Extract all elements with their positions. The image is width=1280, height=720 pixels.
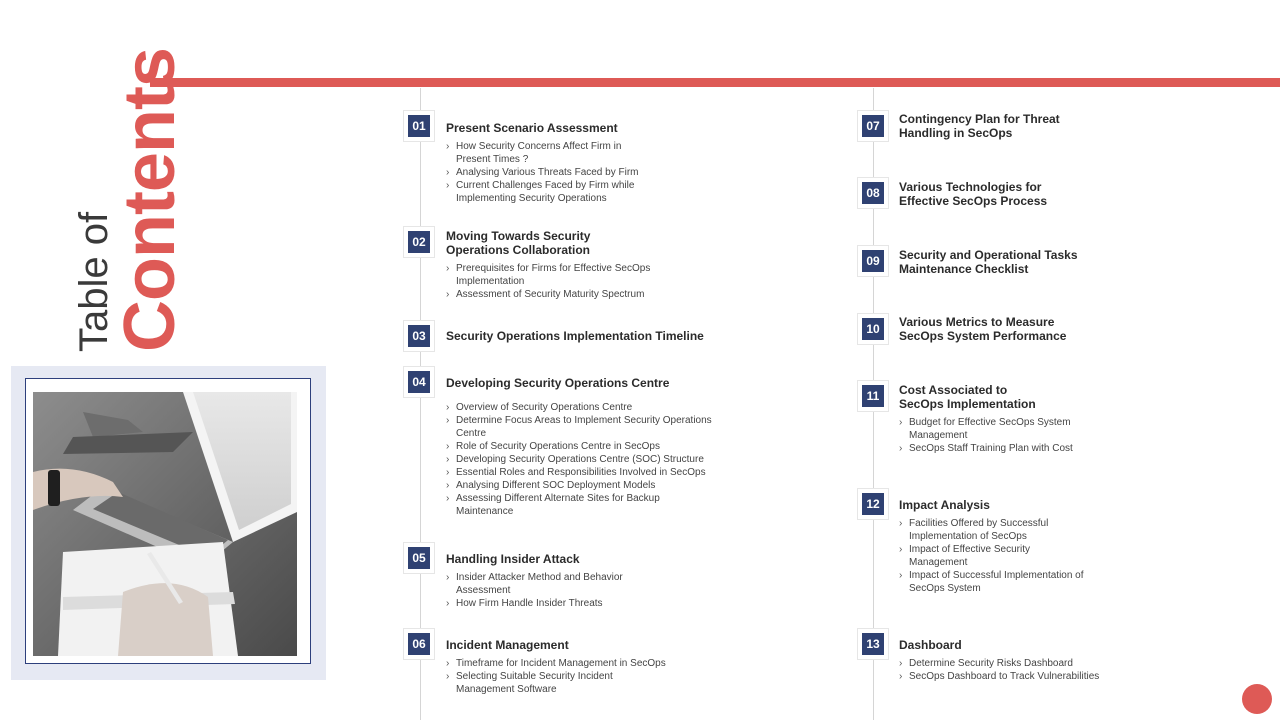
item-number-badge: 08 <box>862 182 884 204</box>
item-title: Cost Associated to SecOps Implementation <box>899 383 1036 411</box>
item-subtopics <box>446 571 623 610</box>
subtopic: › Developing Security Operations Centre (SOC) Structure <box>446 454 704 465</box>
chevron-right-icon: › <box>899 443 903 454</box>
item-title: Security and Operational Tasks Maintenance Checklist <box>899 248 1078 276</box>
subtopic: › Determine Security Risks Dashboard <box>899 658 1073 669</box>
item-number-badge: 06 <box>408 633 430 655</box>
chevron-right-icon: › <box>446 441 450 452</box>
chevron-right-icon: › <box>899 518 903 529</box>
item-number-badge: 03 <box>408 325 430 347</box>
chevron-right-icon: › <box>446 415 450 426</box>
chevron-right-icon: › <box>899 417 903 428</box>
chevron-right-icon: › <box>446 141 450 152</box>
item-title: Contingency Plan for Threat Handling in SecOps <box>899 112 1060 140</box>
item-title: Impact Analysis <box>899 498 990 512</box>
photo-frame <box>25 378 311 664</box>
item-subtopics <box>446 657 666 696</box>
title-line-2: Contents <box>110 48 190 352</box>
subtopic: › Determine Focus Areas to Implement Security Operations Centre <box>446 415 712 439</box>
subtopic: › Analysing Different SOC Deployment Models <box>446 480 656 491</box>
chevron-right-icon: › <box>446 493 450 504</box>
chevron-right-icon: › <box>446 263 450 274</box>
subtopic: › Assessment of Security Maturity Spectrum <box>446 289 645 300</box>
chevron-right-icon: › <box>899 658 903 669</box>
chevron-right-icon: › <box>446 402 450 413</box>
chevron-right-icon: › <box>446 480 450 491</box>
item-number-badge: 13 <box>862 633 884 655</box>
subtopic: › Essential Roles and Responsibilities Involved in SecOps <box>446 467 706 478</box>
item-subtopics <box>446 262 650 301</box>
subtopic: › SecOps Staff Training Plan with Cost <box>899 443 1073 454</box>
item-number-badge: 07 <box>862 115 884 137</box>
chevron-right-icon: › <box>446 671 450 682</box>
item-subtopics <box>446 140 638 205</box>
subtopic: › Overview of Security Operations Centre <box>446 402 633 413</box>
subtopic: › Impact of Successful Implementation of SecOps System <box>899 570 1084 594</box>
subtopic: › Analysing Various Threats Faced by Firm <box>446 167 639 178</box>
item-title: Present Scenario Assessment <box>446 121 618 135</box>
subtopic: › How Firm Handle Insider Threats <box>446 598 603 609</box>
item-number-badge: 01 <box>408 115 430 137</box>
photo-panel <box>11 366 326 680</box>
laptop-photo-illustration <box>33 392 297 656</box>
subtopic: › Facilities Offered by Successful Implementation of SecOps <box>899 518 1049 542</box>
chevron-right-icon: › <box>899 544 903 555</box>
item-subtopics <box>899 517 1084 595</box>
chevron-right-icon: › <box>446 454 450 465</box>
chevron-right-icon: › <box>446 167 450 178</box>
chevron-right-icon: › <box>446 289 450 300</box>
item-number-badge: 10 <box>862 318 884 340</box>
item-title: Dashboard <box>899 638 962 652</box>
item-title: Handling Insider Attack <box>446 552 580 566</box>
chevron-right-icon: › <box>446 658 450 669</box>
item-subtopics <box>899 657 1099 683</box>
subtopic: › How Security Concerns Affect Firm in Present Times ? <box>446 141 622 165</box>
chevron-right-icon: › <box>899 671 903 682</box>
chevron-right-icon: › <box>899 570 903 581</box>
subtopic: › Impact of Effective Security Management <box>899 544 1030 568</box>
chevron-right-icon: › <box>446 572 450 583</box>
item-number-badge: 11 <box>862 385 884 407</box>
timeline-line-left <box>420 88 421 720</box>
title-line-1: Table of <box>72 211 116 352</box>
item-title: Various Technologies for Effective SecOps Process <box>899 180 1048 208</box>
item-title: Security Operations Implementation Timeline <box>446 329 704 343</box>
item-number-badge: 02 <box>408 231 430 253</box>
chevron-right-icon: › <box>446 180 450 191</box>
item-title: Incident Management <box>446 638 569 652</box>
subtopic: › Budget for Effective SecOps System Management <box>899 417 1071 441</box>
item-number-badge: 12 <box>862 493 884 515</box>
item-number-badge: 05 <box>408 547 430 569</box>
chevron-right-icon: › <box>446 467 450 478</box>
subtopic: › Timeframe for Incident Management in SecOps <box>446 658 666 669</box>
item-title: Various Metrics to Measure SecOps System Performance <box>899 315 1067 343</box>
subtopic: › Role of Security Operations Centre in SecOps <box>446 441 660 452</box>
item-title: Developing Security Operations Centre <box>446 376 670 390</box>
subtopic: › Current Challenges Faced by Firm while Implementing Security Operations <box>446 180 635 204</box>
item-subtopics <box>446 401 712 518</box>
laptop-photo <box>33 392 297 656</box>
subtopic: › Selecting Suitable Security Incident Management Software <box>446 671 613 695</box>
chevron-right-icon: › <box>446 598 450 609</box>
header-accent-bar <box>150 78 1280 87</box>
subtopic: › Assessing Different Alternate Sites for Backup Maintenance <box>446 493 660 517</box>
subtopic: › SecOps Dashboard to Track Vulnerabilities <box>899 671 1100 682</box>
item-number-badge: 04 <box>408 371 430 393</box>
subtopic: › Insider Attacker Method and Behavior Assessment <box>446 572 623 596</box>
subtopic: › Prerequisites for Firms for Effective SecOps Implementation <box>446 263 651 287</box>
item-subtopics <box>899 416 1073 455</box>
decorative-dot <box>1242 684 1272 714</box>
item-title: Moving Towards Security Operations Collaboration <box>446 229 591 257</box>
item-number-badge: 09 <box>862 250 884 272</box>
